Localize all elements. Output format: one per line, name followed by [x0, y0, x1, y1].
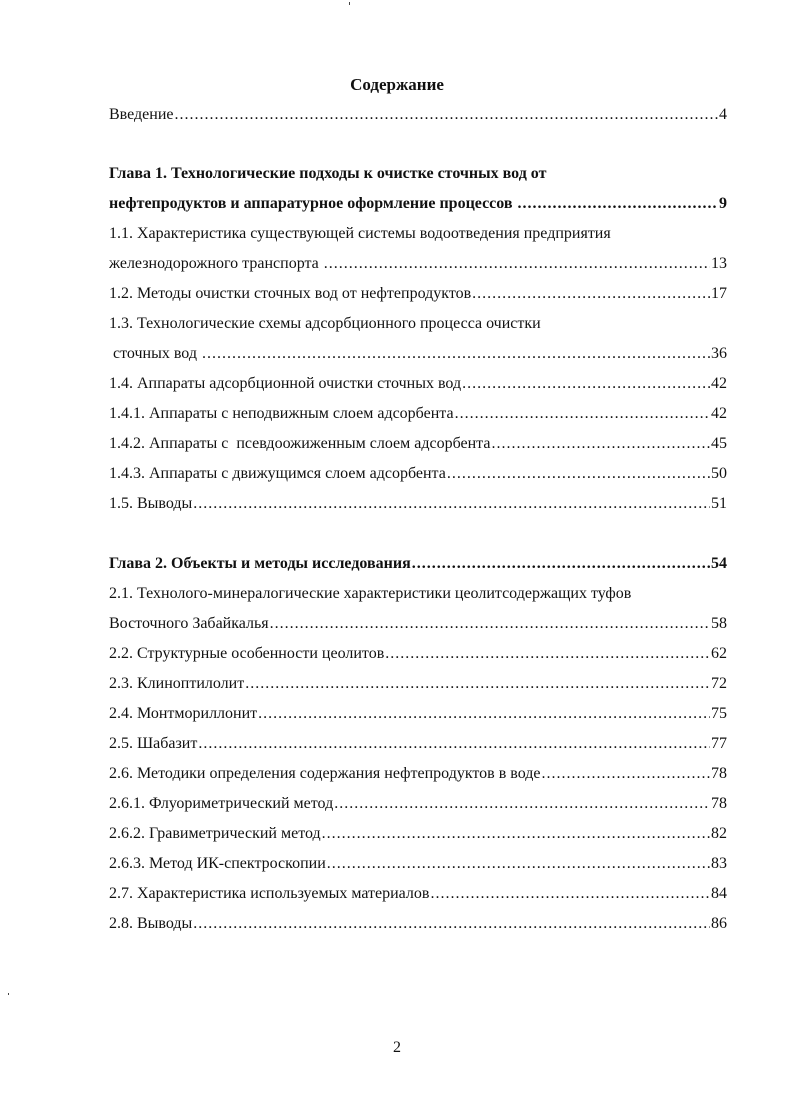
toc-entry-text: 1.4.2. Аппараты с псевдоожиженным слоем адсорбента — [109, 435, 491, 452]
toc-page-number: 42 — [711, 375, 727, 392]
toc-entry-text: 1.4. Аппараты адсорбционной очистки сточных вод — [109, 375, 462, 392]
toc-page-number: 75 — [711, 705, 727, 722]
toc-page-number: 9 — [719, 195, 727, 212]
toc-page-number: 13 — [711, 255, 727, 272]
toc-entry-introduction[interactable] — [109, 105, 727, 125]
toc-entry-text: 2.6.2. Гравиметрический метод — [109, 825, 321, 842]
toc-page-number: 82 — [711, 825, 727, 842]
toc-page-number: 50 — [711, 465, 727, 482]
toc-entry-text: Введение — [109, 106, 174, 123]
toc-section-1-5[interactable] — [109, 494, 727, 514]
toc-entry-text: Глава 2. Объекты и методы исследования — [109, 555, 411, 572]
leader-dots — [542, 764, 710, 784]
toc-section-2-5[interactable] — [109, 734, 727, 754]
toc-page-number: 86 — [711, 915, 727, 932]
toc-entry-text: нефтепродуктов и аппаратурное оформление процессов — [109, 195, 517, 212]
toc-entry-text: 1.3. Технологические схемы адсорбционного процесса очистки — [109, 315, 541, 332]
toc-entry-text: железнодорожного транспорта — [109, 255, 323, 272]
leader-dots — [462, 374, 710, 394]
toc-section-1-4[interactable] — [109, 374, 727, 394]
leader-dots — [270, 614, 710, 634]
toc-entry-text: 2.6.1. Флуориметрический метод — [109, 795, 334, 812]
toc-section-2-7[interactable] — [109, 884, 727, 904]
leader-dots — [447, 464, 710, 484]
leader-dots — [385, 644, 710, 664]
toc-page-number: 84 — [711, 885, 727, 902]
leader-dots — [327, 854, 710, 874]
page-title: Содержание — [350, 75, 444, 94]
toc-section-2-6-2[interactable] — [109, 824, 727, 844]
toc-entry-text: 2.2. Структурные особенности цеолитов — [109, 645, 385, 662]
toc-entry-text: 2.6.3. Метод ИК-спектроскопии — [109, 855, 326, 872]
toc-section-1-1-cont[interactable] — [109, 254, 727, 274]
toc-page-number: 4 — [719, 106, 727, 123]
leader-dots — [258, 704, 710, 724]
leader-dots — [518, 194, 718, 214]
scan-speck — [349, 2, 350, 5]
toc-section-1-4-2[interactable] — [109, 434, 727, 454]
toc-section-1-1[interactable] — [109, 224, 727, 244]
toc-section-1-4-3[interactable] — [109, 464, 727, 484]
toc-page-number: 78 — [711, 765, 727, 782]
toc-page-number: 17 — [711, 285, 727, 302]
leader-dots — [175, 105, 719, 125]
toc-section-2-2[interactable] — [109, 644, 727, 664]
toc-entry-text: 2.5. Шабазит — [109, 735, 198, 752]
toc-page-number: 62 — [711, 645, 727, 662]
toc-page-number: 51 — [711, 495, 727, 512]
toc-section-2-6-1[interactable] — [109, 794, 727, 814]
toc-entry-text: 1.2. Методы очистки сточных вод от нефтепродуктов — [109, 285, 472, 302]
toc-page-number: 78 — [711, 795, 727, 812]
leader-dots — [245, 674, 710, 694]
toc-entry-text: 1.4.3. Аппараты с движущимся слоем адсорбента — [109, 465, 446, 482]
leader-dots — [455, 404, 710, 424]
toc-section-1-3-cont[interactable] — [109, 344, 727, 364]
toc-entry-text: Глава 1. Технологические подходы к очистке сточных вод от — [109, 165, 547, 182]
leader-dots — [198, 734, 710, 754]
leader-dots — [430, 884, 710, 904]
toc-section-1-2[interactable] — [109, 284, 727, 304]
toc-entry-text: сточных вод — [109, 345, 201, 362]
leader-dots — [334, 794, 710, 814]
toc-section-2-6-3[interactable] — [109, 854, 727, 874]
leader-dots — [491, 434, 710, 454]
toc-entry-text: 2.3. Клиноптилолит — [109, 675, 245, 692]
page-number: 2 — [393, 1039, 401, 1056]
toc-entry-text: Восточного Забайкалья — [109, 615, 269, 632]
scan-speck — [8, 993, 9, 995]
toc-section-2-8[interactable] — [109, 914, 727, 934]
toc-entry-text: 2.7. Характеристика используемых материалов — [109, 885, 430, 902]
toc-page-number: 58 — [711, 615, 727, 632]
toc-entry-text: 2.4. Монтмориллонит — [109, 705, 258, 722]
toc-page-number: 36 — [711, 345, 727, 362]
toc-page-number: 83 — [711, 855, 727, 872]
toc-section-2-1[interactable] — [109, 584, 727, 604]
toc-page-number: 42 — [711, 405, 727, 422]
toc-page-number: 45 — [711, 435, 727, 452]
toc-chapter-1-heading[interactable] — [109, 164, 727, 184]
toc-entry-text: 1.1. Характеристика существующей системы водоотведения предприятия — [109, 225, 611, 242]
leader-dots — [322, 824, 710, 844]
toc-section-1-3[interactable] — [109, 314, 727, 334]
leader-dots — [193, 914, 710, 934]
toc-chapter-1-heading-cont[interactable] — [109, 194, 727, 214]
leader-dots — [324, 254, 710, 274]
toc-page-number: 77 — [711, 735, 727, 752]
leader-dots — [202, 344, 710, 364]
toc-section-1-4-1[interactable] — [109, 404, 727, 424]
toc-section-2-3[interactable] — [109, 674, 727, 694]
leader-dots — [193, 494, 710, 514]
toc-section-2-4[interactable] — [109, 704, 727, 724]
toc-page-number: 54 — [711, 555, 727, 572]
toc-entry-text: 2.8. Выводы — [109, 915, 193, 932]
toc-entry-text: 2.1. Технолого-минералогические характеристики цеолитсодержащих туфов — [109, 585, 632, 602]
toc-section-2-6[interactable] — [109, 764, 727, 784]
toc-entry-text: 2.6. Методики определения содержания нефтепродуктов в воде — [109, 765, 541, 782]
toc-page-number: 72 — [711, 675, 727, 692]
toc-entry-text: 1.4.1. Аппараты с неподвижным слоем адсорбента — [109, 405, 454, 422]
leader-dots — [412, 554, 710, 574]
leader-dots — [472, 284, 710, 304]
toc-chapter-2-heading[interactable] — [109, 554, 727, 574]
toc-section-2-1-cont[interactable] — [109, 614, 727, 634]
toc-entry-text: 1.5. Выводы — [109, 495, 193, 512]
